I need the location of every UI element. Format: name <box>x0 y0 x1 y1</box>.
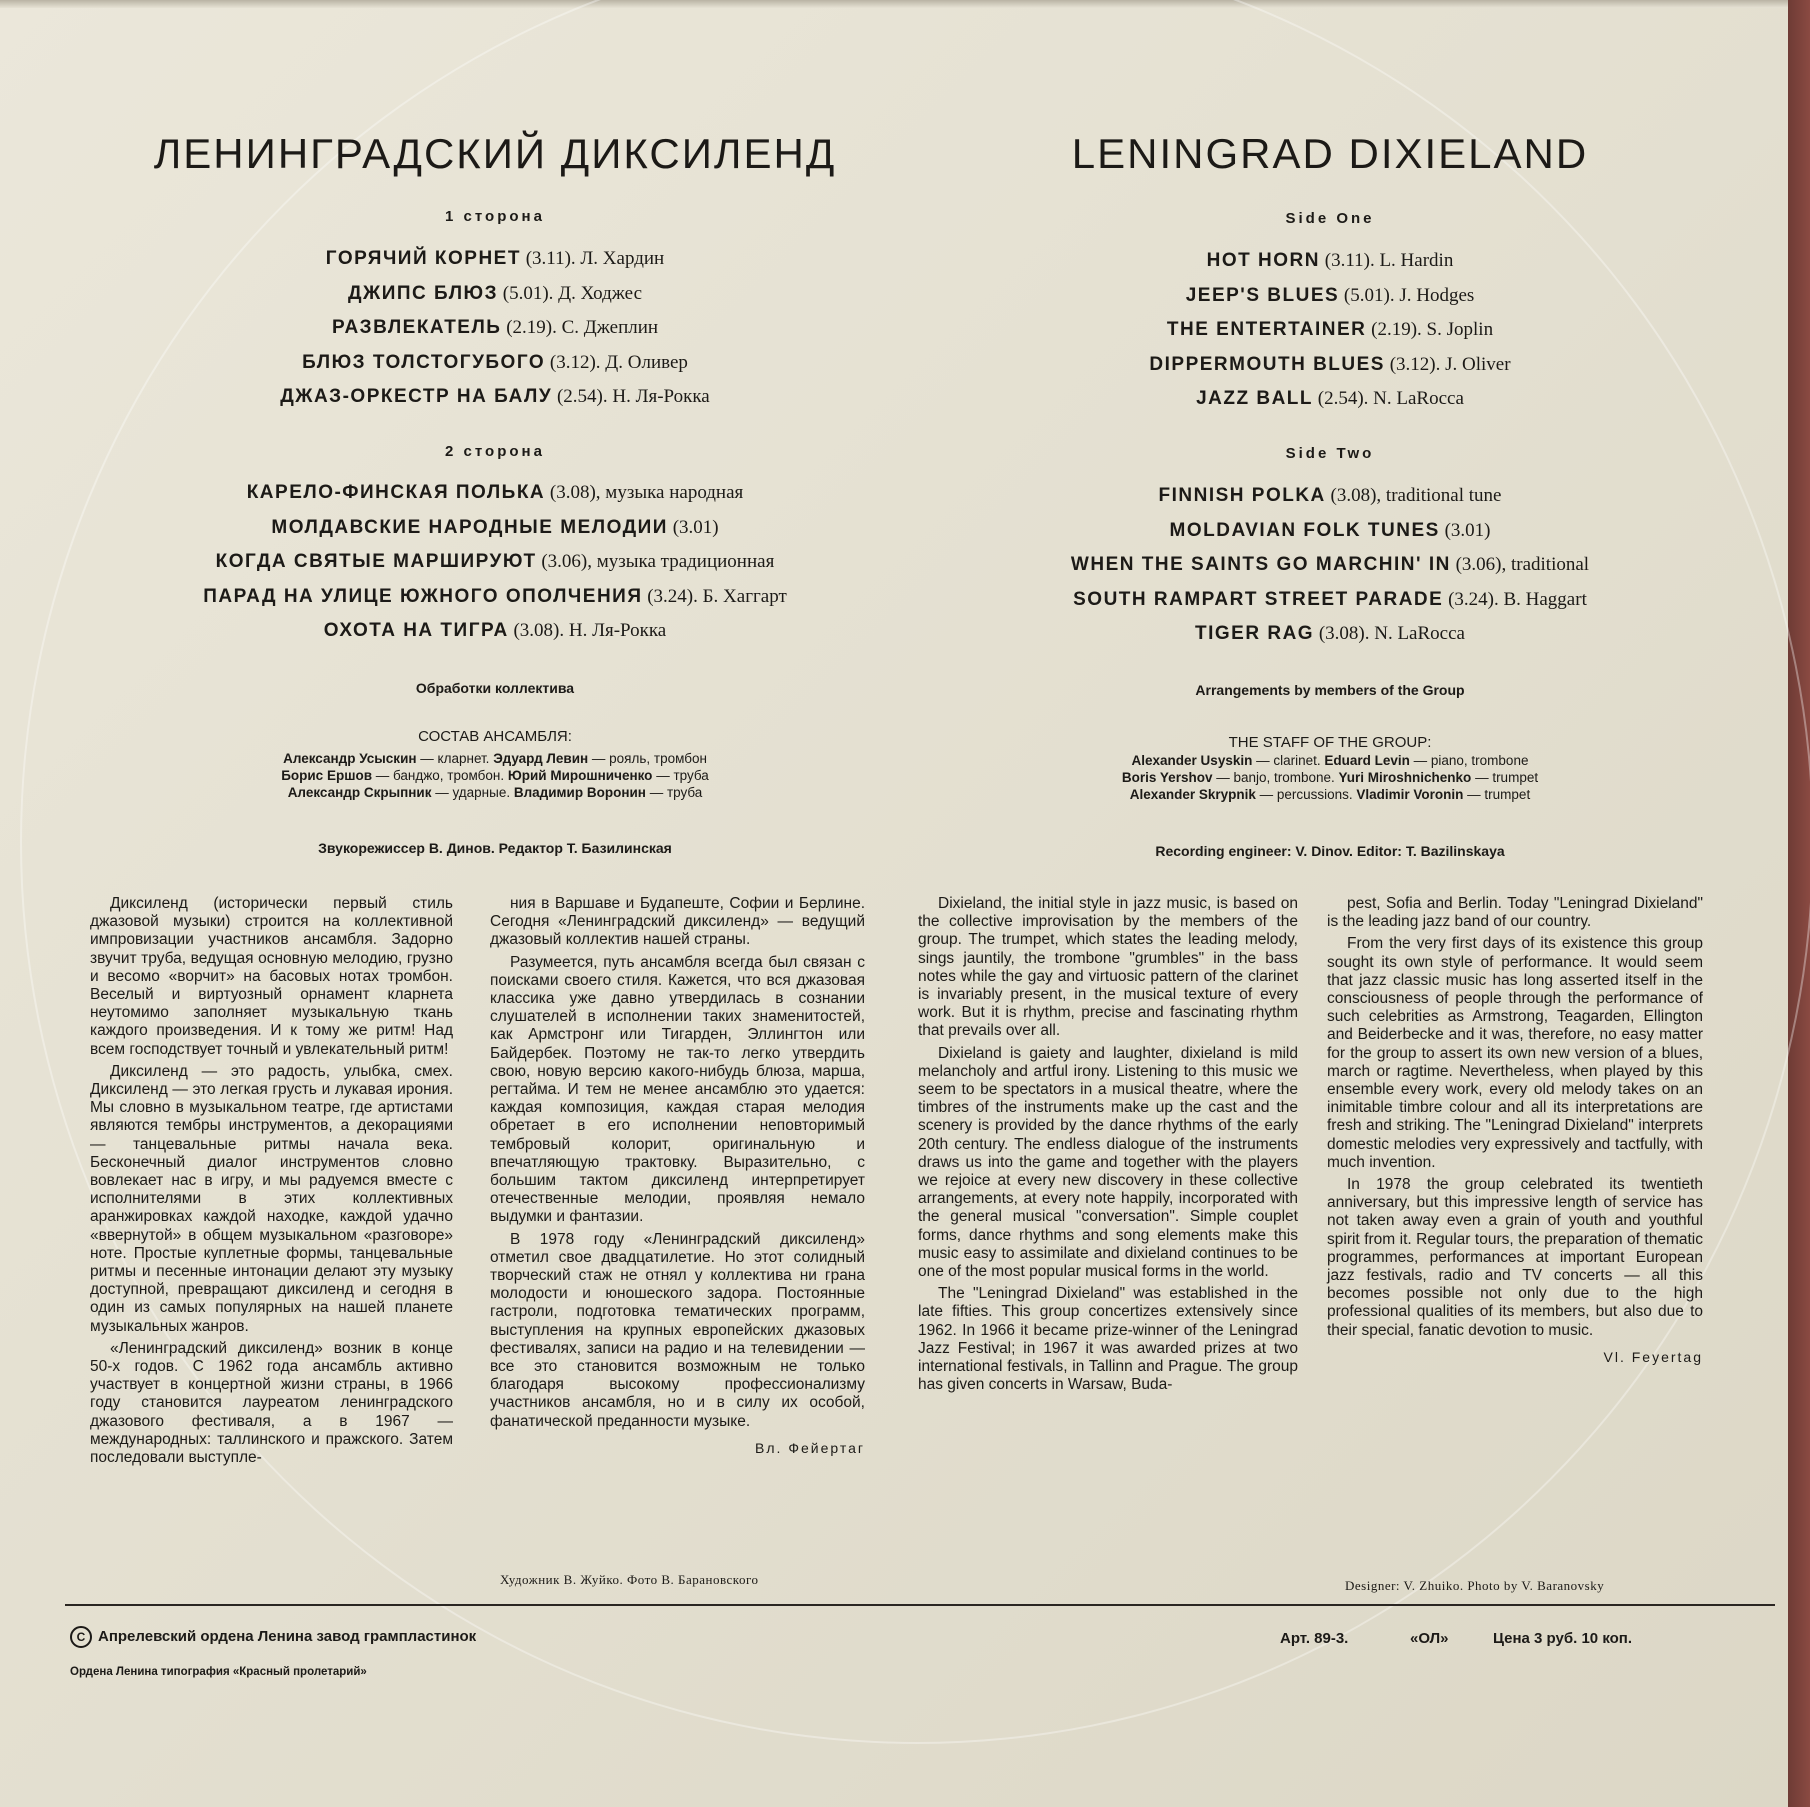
track-title: FINNISH POLKA <box>1158 485 1326 506</box>
track-item <box>960 319 1700 341</box>
track-title: WHEN THE SAINTS GO MARCHIN' IN <box>1070 554 1451 575</box>
track-title: ДЖИПС БЛЮЗ <box>347 282 499 304</box>
track-item <box>960 623 1700 645</box>
track-item <box>960 485 1700 507</box>
album-title-en: LENINGRAD DIXIELAND <box>1071 130 1589 177</box>
track-details: (2.19). С. Джеплин <box>501 317 659 338</box>
side-one-label-en: Side One <box>1285 210 1375 227</box>
staff-line <box>110 784 880 801</box>
liner-paragraph: Dixieland is gaiety and laughter, dixieland is mild melancholy and artful irony. Listening to this music we seem to be spectators in a musical theatre, where the timbres of the instruments make up the cast and the scenery is provided by the dance rhythms of the early 20th century. The endless dialogue of the instruments draws us into the game and together with the players we rejoice at every new discovery in these collective arrangements, at every note happily, incorporated with the general musical "conversation". Simple couplet forms, dance rhythms and song elements make this music easy to assimilate and dixieland continues to be one of the most popular musical forms in the world. <box>918 1044 1298 1281</box>
instrument: — piano, trombone <box>1409 753 1529 768</box>
arrangements-note-en: Arrangements by members of the Group <box>1195 682 1465 698</box>
designer-credit-ru: Художник В. Жуйко. Фото В. Барановского <box>500 1572 759 1587</box>
instrument: — clarinet. <box>1252 753 1325 768</box>
liner-paragraph: ния в Варшаве и Будапеште, Софии и Берлине. Сегодня «Ленинградский диксиленд» — ведущий джазовый коллектив нашей страны. <box>490 895 865 949</box>
footer-divider <box>65 1604 1775 1606</box>
side-one-label-ru: 1 сторона <box>445 208 545 225</box>
liner-notes-en-column-2 <box>1327 895 1703 1366</box>
liner-paragraph: Диксиленд (исторически первый стиль джазовой музыки) строится на коллективной импровизации участников ансамбля. Задорно звучит труба, ведущая основную мелодию, грузно и весомо «ворчит» на басовых нотах тромбон. Веселый и виртуозный орнамент кларнета неутомимо заполняет музыкальную ткань каждого произведения. И к тому же ритм! Над всем господствует точный и увлекательный ритм! <box>90 895 453 1058</box>
staff-list-en <box>960 752 1700 803</box>
track-details: (3.01) <box>667 516 719 538</box>
track-item <box>110 283 880 305</box>
track-item <box>110 317 880 339</box>
track-title: ДЖАЗ-ОРКЕСТР НА БАЛУ <box>280 386 553 407</box>
track-title: КАРЕЛО-ФИНСКАЯ ПОЛЬКА <box>246 482 546 503</box>
liner-paragraph: В 1978 году «Ленинградский диксиленд» отметил свое двадцатилетие. Но этот солидный творческий стаж не отнял у коллектива ни грана молодости и юношеского задора. Постоянные гастроли, подготовка тематических программ, выступления на крупных европейских джазовых фестивалях, записи на радио и на телевидении — все это становится возможным не только благодаря высокому профессионализму участников ансамбля, но и в силу их особой, фанатической преданности музыке. <box>490 1230 865 1430</box>
track-title: JEEP'S BLUES <box>1185 284 1340 306</box>
catalog-article: Арт. 89-3. <box>1280 1630 1349 1647</box>
track-item <box>110 248 880 270</box>
track-title: THE ENTERTAINER <box>1166 319 1367 340</box>
track-title: РАЗВЛЕКАТЕЛЬ <box>331 317 502 338</box>
instrument: — trumpet <box>1471 770 1539 785</box>
liner-paragraph: Диксиленд — это радость, улыбка, смех. Диксиленд — это легкая грусть и лукавая ирония. Мы словно в музыкальном театре, где артистами являются тембры инструментов, а декорациями — танцевальные ритмы начала века. Бесконечный диалог инструментов словно вовлекает нас в игру, и мы радуемся вместе с исполнителями в этих коллективных аранжировках каждой находке, каждой удачно «ввернутой» в общем музыкальном «разговоре» ноте. Простые куплетные формы, танцевальные ритмы и песенные интонации делают эту музыку доступной, превращают диксиленд и сегодня в один из самых популярных на нашей планете музыкальных жанров. <box>90 1062 453 1335</box>
catalog-group: «ОЛ» <box>1410 1630 1449 1647</box>
instrument: — кларнет. <box>416 751 494 766</box>
liner-paragraph: Разумеется, путь ансамбля всегда был связан с поисками своего стиля. Кажется, что вся джазовая классика уже давно утвердилась в сознании слушателей в исполнении таких знаменитостей, как Армстронг или Тигарден, Эллингтон или Байдербек. Поэтому не так-то легко утвердить свою, новую версию какого-нибудь блюза, марша, регтайма. И тем не менее ансамблю это удается: каждая композиция, каждая старая мелодия обретает в его исполнении неповторимый тембровый колорит, оригинальную и впечатляющую трактовку. Выразительно, с большим тактом диксиленд интерпретирует отечественные мелодии, проявляя немало выдумки и фантазии. <box>490 953 865 1226</box>
sleeve-right-edge <box>1788 0 1810 1807</box>
track-title: DIPPERMOUTH BLUES <box>1149 353 1385 375</box>
liner-paragraph: The "Leningrad Dixieland" was established in the late fifties. This group concertizes extensively since 1962. In 1966 it became prize-winner of the Leningrad Jazz Festival; in 1967 it was awarded prizes at two international festivals, in Tallinn and Prague. The group has given concerts in Warsaw, Buda- <box>918 1285 1298 1394</box>
album-title-ru: ЛЕНИНГРАДСКИЙ ДИКСИЛЕНД <box>153 130 837 177</box>
musician-name: Эдуард Левин <box>493 751 589 766</box>
musician-name: Александр Усыскин <box>283 751 417 766</box>
staff-line <box>110 767 880 784</box>
track-details: (2.54). N. LaRocca <box>1313 388 1464 409</box>
musician-name: Владимир Воронин <box>513 785 646 800</box>
track-item <box>110 551 880 573</box>
track-details: (3.11). L. Hardin <box>1320 250 1454 271</box>
track-item <box>110 352 880 374</box>
liner-paragraph: From the very first days of its existence this group sought its own style of performance. It would seem that jazz classic music has long asserted itself in the consciousness of people through the performance of such celebrities as Armstrong, Teagarden, Ellington and Beiderbecke and it was, therefore, no easy matter for the group to assert its own new version of a blues, march or ragtime. Nevertheless, when played by this ensemble every work, every old melody takes on an inimitable timbre colour and all its interpretations are fresh and striking. The "Leningrad Dixieland" interprets domestic melodies very expressively and tactfully, with much invention. <box>1327 935 1703 1171</box>
track-title: ГОРЯЧИЙ КОРНЕТ <box>325 248 521 269</box>
musician-name: Yuri Miroshnichenko <box>1338 770 1472 785</box>
arrangements-note-ru: Обработки коллектива <box>415 680 575 696</box>
copyright-icon: C <box>70 1626 92 1648</box>
liner-notes-ru-column-2 <box>490 895 865 1457</box>
track-details: (3.08), traditional tune <box>1325 485 1502 506</box>
track-title: МОЛДАВСКИЕ НАРОДНЫЕ МЕЛОДИИ <box>271 516 668 538</box>
instrument: — труба <box>645 785 703 800</box>
track-title: ПАРАД НА УЛИЦЕ ЮЖНОГО ОПОЛЧЕНИЯ <box>203 585 643 607</box>
track-title: КОГДА СВЯТЫЕ МАРШИРУЮТ <box>215 551 537 572</box>
side-two-label-en: Side Two <box>1285 445 1375 462</box>
musician-name: Alexander Skrypnik <box>1129 787 1256 802</box>
musician-name: Александр Скрыпник <box>287 785 432 800</box>
side-two-label-ru: 2 сторона <box>445 443 545 460</box>
track-title: MOLDAVIAN FOLK TUNES <box>1169 519 1440 541</box>
engineer-credit-ru: Звукорежиссер В. Динов. Редактор Т. Базилинская <box>318 840 672 856</box>
track-details: (5.01). Д. Ходжес <box>498 282 643 304</box>
track-title: БЛЮЗ ТОЛСТОГУБОГО <box>302 351 546 373</box>
liner-notes-en-column-1 <box>918 895 1298 1398</box>
manufacturer-line <box>70 1626 476 1648</box>
track-details: (3.08). N. LaRocca <box>1314 623 1465 644</box>
instrument: — trumpet <box>1463 787 1531 802</box>
printer-line: Ордена Ленина типография «Красный пролетарий» <box>70 1666 367 1678</box>
staff-heading-en: THE STAFF OF THE GROUP: <box>1228 734 1432 751</box>
instrument: — percussions. <box>1255 787 1357 802</box>
staff-heading-ru: СОСТАВ АНСАМБЛЯ: <box>418 728 572 745</box>
musician-name: Юрий Мирошниченко <box>507 768 653 783</box>
track-item <box>110 620 880 642</box>
track-title: SOUTH RAMPART STREET PARADE <box>1073 588 1444 610</box>
musician-name: Борис Ершов <box>281 768 372 783</box>
track-details: (3.12). Д. Оливер <box>545 351 688 373</box>
track-title: HOT HORN <box>1206 250 1320 271</box>
track-details: (3.11). Л. Хардин <box>520 248 665 269</box>
staff-line <box>960 752 1700 769</box>
track-item <box>110 482 880 504</box>
staff-line <box>960 769 1700 786</box>
track-item <box>110 517 880 539</box>
track-details: (2.19). S. Joplin <box>1366 319 1494 340</box>
track-item <box>960 285 1700 307</box>
track-title: JAZZ BALL <box>1196 388 1314 409</box>
musician-name: Vladimir Voronin <box>1356 787 1464 802</box>
track-details: (3.06), музыка традиционная <box>536 551 775 572</box>
author-signature: Vl. Feyertag <box>1603 1348 1703 1365</box>
track-item <box>110 386 880 408</box>
musician-name: Alexander Usyskin <box>1131 753 1253 768</box>
track-item <box>960 354 1700 376</box>
track-details: (5.01). J. Hodges <box>1339 284 1475 306</box>
track-details: (3.01) <box>1439 519 1491 541</box>
price-label: Цена 3 руб. 10 коп. <box>1493 1630 1633 1647</box>
track-details: (2.54). Н. Ля-Рокка <box>552 386 710 407</box>
liner-paragraph: In 1978 the group celebrated its twentieth anniversary, but this impressive length of service has not taken away even a grain of youth and youthful spirit from it. Regular tours, the preparation of thematic programmes, performances at important European jazz festivals, radio and TV concerts — all this becomes possible not only due to the high professional qualities of its members, but also due to their special, fanatic devotion to music. <box>1327 1176 1703 1339</box>
track-details: (3.24). B. Haggart <box>1443 588 1587 610</box>
track-details: (3.06), traditional <box>1450 554 1590 575</box>
track-details: (3.08). Н. Ля-Рокка <box>508 620 667 641</box>
track-item <box>960 589 1700 611</box>
track-details: (3.08), музыка народная <box>545 482 744 503</box>
instrument: — труба <box>652 768 709 783</box>
staff-line <box>960 786 1700 803</box>
manufacturer-name: Апрелевский ордена Ленина завод грампластинок <box>98 1627 477 1645</box>
track-item <box>960 250 1700 272</box>
staff-list-ru <box>110 750 880 801</box>
musician-name: Eduard Levin <box>1324 753 1410 768</box>
track-details: (3.12). J. Oliver <box>1384 353 1511 375</box>
engineer-credit-en: Recording engineer: V. Dinov. Editor: T. Bazilinskaya <box>1155 843 1505 859</box>
liner-paragraph: pest, Sofia and Berlin. Today "Leningrad Dixieland" is the leading jazz band of our country. <box>1327 895 1703 931</box>
musician-name: Boris Yershov <box>1121 770 1213 785</box>
instrument: — рояль, тромбон <box>588 751 707 766</box>
track-details: (3.24). Б. Хаггарт <box>642 585 787 607</box>
liner-notes-ru-column-1 <box>90 895 453 1471</box>
instrument: — банджо, тромбон. <box>372 768 508 783</box>
instrument: — ударные. <box>431 785 514 800</box>
liner-paragraph: Dixieland, the initial style in jazz music, is based on the collective improvisation by the members of the group. The trumpet, which states the leading melody, sings jauntily, the trombone "grumbles" in the bass notes while the gay and virtuosic pattern of the clarinet is invariably present, in the musical texture of every work. But it is rhythm, precise and fascinating rhythm that prevails over all. <box>918 895 1298 1040</box>
track-item <box>110 586 880 608</box>
designer-credit-en: Designer: V. Zhuiko. Photo by V. Baranovsky <box>1345 1578 1605 1593</box>
track-item <box>960 520 1700 542</box>
track-item <box>960 388 1700 410</box>
liner-paragraph: «Ленинградский диксиленд» возник в конце 50-х годов. С 1962 года ансамбль активно участвует в концертной жизни страны, в 1966 году становится лауреатом ленинградского джазового фестиваля, а в 1967 — международных: таллинского и пражского. Затем последовали выступле- <box>90 1339 453 1467</box>
staff-line <box>110 750 880 767</box>
track-title: ОХОТА НА ТИГРА <box>323 620 509 641</box>
track-title: TIGER RAG <box>1195 623 1315 644</box>
instrument: — banjo, trombone. <box>1212 770 1339 785</box>
author-signature: Вл. Фейертаг <box>755 1439 865 1456</box>
track-item <box>960 554 1700 576</box>
